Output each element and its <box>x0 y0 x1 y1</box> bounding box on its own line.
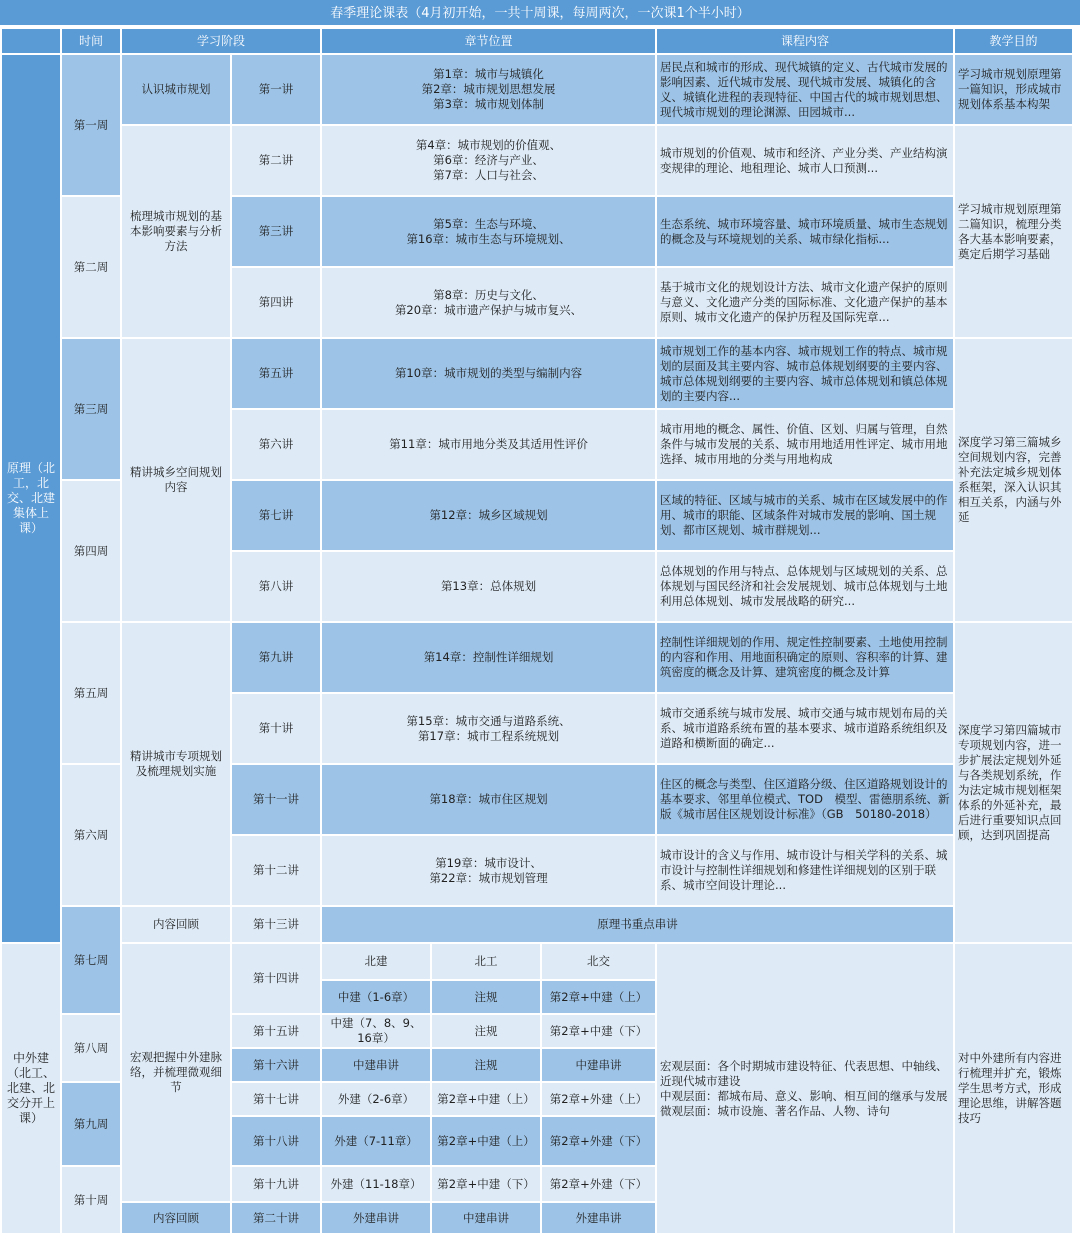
lecture-name: 第十八讲 <box>231 1116 321 1166</box>
cell-beijiao: 外建串讲 <box>541 1202 656 1234</box>
stage-4: 精讲城市专项规划及梳理规划实施 <box>121 622 231 906</box>
lecture-chapters: 第4章：城市规划的价值观、 第6章：经济与产业、 第7章：人口与社会、 <box>321 125 656 196</box>
lecture-chapters: 第15章：城市交通与道路系统、 第17章：城市工程系统规划 <box>321 693 656 764</box>
lecture-name: 第一讲 <box>231 54 321 125</box>
lecture-content: 基于城市文化的规划设计方法、城市文化遗产保护的原则与意义、文化遗产分类的国际标准、文化遗产保护的基本原则、城市文化遗产的保护历程及国际宪章... <box>656 267 954 338</box>
lecture-name: 第十三讲 <box>231 906 321 943</box>
cell-beigong: 第2章+中建（上） <box>431 1082 541 1116</box>
lecture-content: 控制性详细规划的作用、规定性控制要素、土地使用控制的内容和作用、用地面积确定的原则、容积率的计算、建筑密度的概念及计算、建筑密度的概念及计算 <box>656 622 954 693</box>
cell-beigong: 注规 <box>431 1014 541 1048</box>
cell-beijiao: 中建串讲 <box>541 1048 656 1082</box>
week-3: 第三周 <box>61 338 121 480</box>
page-title: 春季理论课表（4月初开始，一共十周课，每周两次，一次课1个半小时） <box>0 0 1080 27</box>
lecture-name: 第六讲 <box>231 409 321 480</box>
header-goal: 教学目的 <box>954 28 1073 54</box>
lecture-content: 城市交通系统与城市发展、城市交通与城市规划布局的关系、城市道路系统布置的基本要求、城市道路系统组织及道路和横断面的确定... <box>656 693 954 764</box>
lecture-name: 第三讲 <box>231 196 321 267</box>
school-beijian: 北建 <box>321 943 431 980</box>
lecture-name: 第十二讲 <box>231 835 321 906</box>
group-principle: 原理（北工，北交、北建集体上课） <box>1 54 61 943</box>
cell-beijiao: 第2章+外建（上） <box>541 1082 656 1116</box>
lecture-chapters: 第8章：历史与文化、 第20章：城市遗产保护与城市复兴、 <box>321 267 656 338</box>
stage-7: 内容回顾 <box>121 1202 231 1234</box>
cell-beigong: 第2章+中建（下） <box>431 1166 541 1202</box>
lecture-chapters: 第13章：总体规划 <box>321 551 656 622</box>
lecture-chapters: 第14章：控制性详细规划 <box>321 622 656 693</box>
week-6: 第六周 <box>61 764 121 906</box>
school-beijiao: 北交 <box>541 943 656 980</box>
week-7: 第七周 <box>61 906 121 1014</box>
lecture-name: 第十五讲 <box>231 1014 321 1048</box>
week-4: 第四周 <box>61 480 121 622</box>
cell-beijian: 中建（7、8、9、16章） <box>321 1014 431 1048</box>
lecture-name: 第八讲 <box>231 551 321 622</box>
week-5: 第五周 <box>61 622 121 764</box>
lecture-13-content: 原理书重点串讲 <box>321 906 954 943</box>
lecture-content: 城市规划的价值观、城市和经济、产业分类、产业结构演变规律的理论、地租理论、城市人口预测... <box>656 125 954 196</box>
cell-beijiao: 第2章+中建（下） <box>541 1014 656 1048</box>
goal-3: 深度学习第三篇城乡空间规划内容，完善补充法定城乡规划体系框架，深入认识其相互关系，内涵与外延 <box>954 338 1073 622</box>
content-history <box>656 943 954 1234</box>
goal-2: 学习城市规划原理第二篇知识，梳理分类各大基本影响要素，奠定后期学习基础 <box>954 125 1073 338</box>
cell-beijian: 外建（2-6章） <box>321 1082 431 1116</box>
lecture-chapters: 第12章：城乡区域规划 <box>321 480 656 551</box>
cell-beijiao: 第2章+中建（上） <box>541 980 656 1014</box>
cell-beijian: 外建（11-18章） <box>321 1166 431 1202</box>
stage-2: 梳理城市规划的基本影响要素与分析方法 <box>121 125 231 338</box>
lecture-chapters: 第1章：城市与城镇化 第2章：城市规划思想发展 第3章：城市规划体制 <box>321 54 656 125</box>
week-8: 第八周 <box>61 1014 121 1082</box>
lecture-content: 生态系统、城市环境容量、城市环境质量、城市生态规划的概念及与环境规划的关系、城市绿化指标... <box>656 196 954 267</box>
header-stage: 学习阶段 <box>121 28 321 54</box>
lecture-name: 第七讲 <box>231 480 321 551</box>
cell-beijian: 外建串讲 <box>321 1202 431 1234</box>
group-history: 中外建（北工、北建、北交分开上课） <box>1 943 61 1234</box>
week-10: 第十周 <box>61 1166 121 1234</box>
goal-1: 学习城市规划原理第一篇知识，形成城市规划体系基本构架 <box>954 54 1073 125</box>
lecture-content: 居民点和城市的形成、现代城镇的定义、古代城市发展的影响因素、近代城市发展、现代城市发展、城镇化的含义、城镇化进程的表现特征、中国古代的城市规划思想、现代城市规划的理论渊源、田园城市... <box>656 54 954 125</box>
goal-4: 深度学习第四篇城市专项规划内容，进一步扩展法定规划外延与各类规划系统，作为法定城市规划框架体系的外延补充，最后进行重要知识点回顾，达到巩固提高 <box>954 622 1073 943</box>
lecture-content: 城市规划工作的基本内容、城市规划工作的特点、城市规划的层面及其主要内容、城市总体规划纲要的主要内容、城市总体规划纲要的主要内容、城市总体规划和镇总体规划的主要内容... <box>656 338 954 409</box>
content-meso: 中观层面：都城布局、意义、影响、相互间的继承与发展 <box>660 1088 948 1103</box>
lecture-name: 第十讲 <box>231 693 321 764</box>
stage-1: 认识城市规划 <box>121 54 231 125</box>
lecture-name: 第十六讲 <box>231 1048 321 1082</box>
header-blank <box>1 28 61 54</box>
lecture-name: 第十一讲 <box>231 764 321 835</box>
lecture-chapters: 第10章：城市规划的类型与编制内容 <box>321 338 656 409</box>
header-time: 时间 <box>61 28 121 54</box>
cell-beijian: 中建（1-6章） <box>321 980 431 1014</box>
stage-6: 宏观把握中外建脉络，并梳理微观细节 <box>121 943 231 1202</box>
lecture-content: 城市设计的含义与作用、城市设计与相关学科的关系、城市设计与控制性详细规划和修建性详细规划的区别于联系、城市空间设计理论... <box>656 835 954 906</box>
lecture-name: 第十四讲 <box>231 943 321 1014</box>
lecture-name: 第十七讲 <box>231 1082 321 1116</box>
lecture-content: 总体规划的作用与特点、总体规划与区域规划的关系、总体规划与国民经济和社会发展规划、城市总体规划与土地利用总体规划、城市发展战略的研究... <box>656 551 954 622</box>
cell-beijiao: 第2章+外建（下） <box>541 1166 656 1202</box>
content-macro: 宏观层面：各个时期城市建设特征、代表思想、中轴线、近现代城市建设 <box>660 1058 948 1088</box>
lecture-chapters: 第19章：城市设计、 第22章：城市规划管理 <box>321 835 656 906</box>
lecture-name: 第十九讲 <box>231 1166 321 1202</box>
lecture-content: 区域的特征、区域与城市的关系、城市在区域发展中的作用、城市的职能、区域条件对城市发展的影响、国土规划、都市区规划、城市群规划... <box>656 480 954 551</box>
lecture-chapters: 第5章：生态与环境、 第16章：城市生态与环境规划、 <box>321 196 656 267</box>
schedule-table <box>0 27 1074 1235</box>
content-micro: 微观层面：城市设施、著名作品、人物、诗句 <box>660 1103 891 1118</box>
header-content: 课程内容 <box>656 28 954 54</box>
cell-beigong: 注规 <box>431 980 541 1014</box>
school-beigong: 北工 <box>431 943 541 980</box>
lecture-name: 第二讲 <box>231 125 321 196</box>
cell-beijiao: 第2章+外建（下） <box>541 1116 656 1166</box>
cell-beigong: 注规 <box>431 1048 541 1082</box>
goal-5: 对中外建所有内容进行梳理并扩充，锻炼学生思考方式，形成理论思维，讲解答题技巧 <box>954 943 1073 1234</box>
week-1: 第一周 <box>61 54 121 196</box>
lecture-content: 住区的概念与类型、住区道路分级、住区道路规划设计的基本要求、邻里单位模式、TOD 模型、雷德朋系统、新版《城市居住区规划设计标准》（GB 50180-2018） <box>656 764 954 835</box>
header-chapter: 章节位置 <box>321 28 656 54</box>
lecture-name: 第五讲 <box>231 338 321 409</box>
week-2: 第二周 <box>61 196 121 338</box>
lecture-content: 城市用地的概念、属性、价值、区划、归属与管理，自然条件与城市发展的关系、城市用地适用性评定、城市用地选择、城市用地的分类与用地构成 <box>656 409 954 480</box>
week-9: 第九周 <box>61 1082 121 1166</box>
lecture-name: 第四讲 <box>231 267 321 338</box>
cell-beijian: 中建串讲 <box>321 1048 431 1082</box>
lecture-chapters: 第11章：城市用地分类及其适用性评价 <box>321 409 656 480</box>
lecture-chapters: 第18章：城市住区规划 <box>321 764 656 835</box>
lecture-name: 第二十讲 <box>231 1202 321 1234</box>
stage-5: 内容回顾 <box>121 906 231 943</box>
cell-beigong: 第2章+中建（上） <box>431 1116 541 1166</box>
cell-beigong: 中建串讲 <box>431 1202 541 1234</box>
stage-3: 精讲城乡空间规划内容 <box>121 338 231 622</box>
lecture-name: 第九讲 <box>231 622 321 693</box>
cell-beijian: 外建（7-11章） <box>321 1116 431 1166</box>
